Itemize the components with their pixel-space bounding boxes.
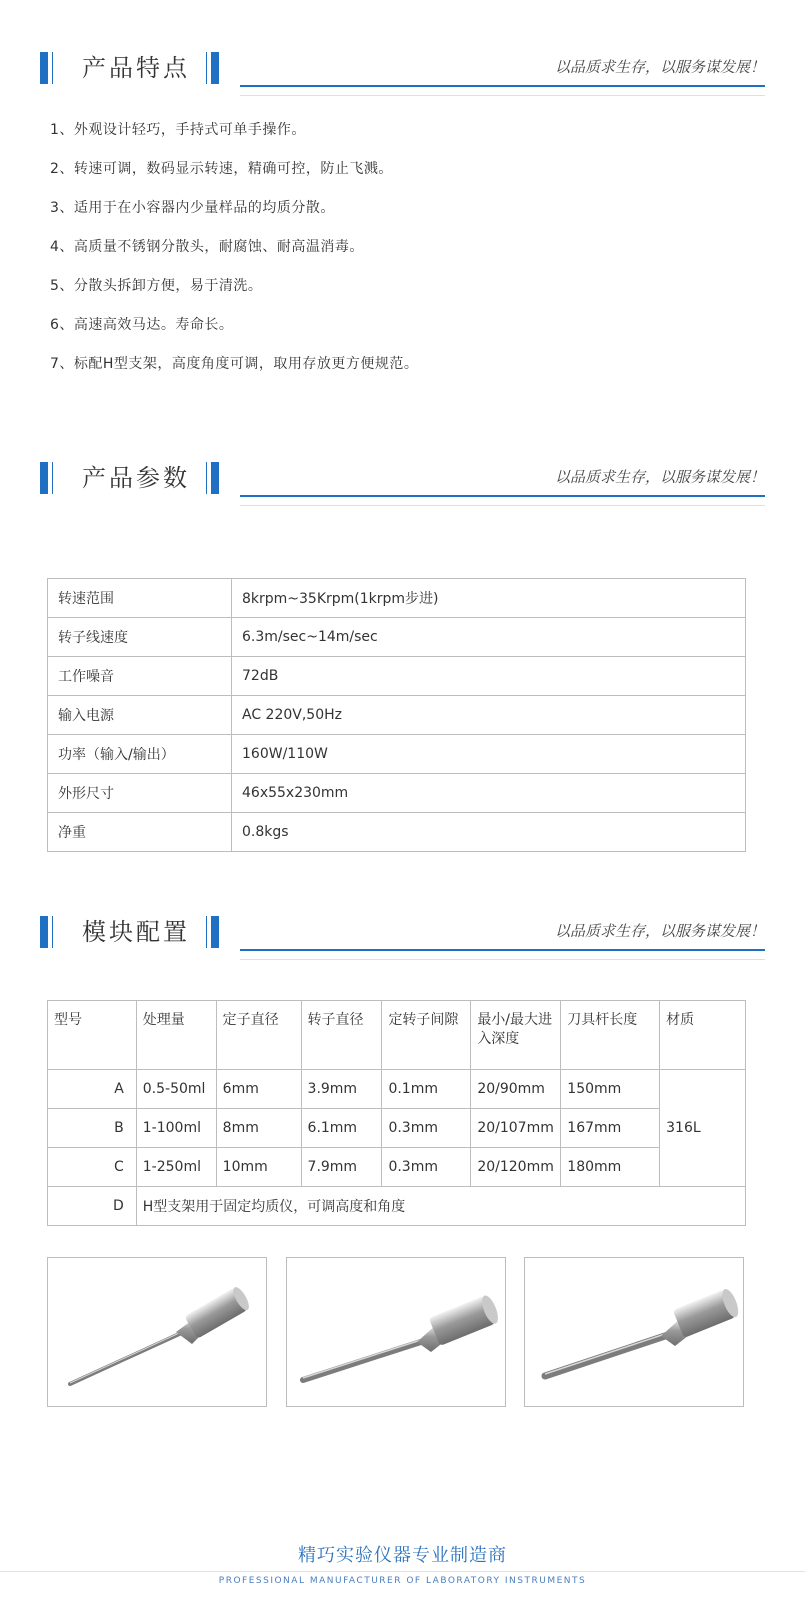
feature-item: 6、高速高效马达。寿命长。 (50, 317, 234, 333)
section-title: 产品参数 (82, 464, 190, 492)
header-accent-bar (40, 916, 48, 948)
table-cell: 1-100ml (136, 1109, 216, 1148)
param-value: 46x55x230mm (232, 774, 746, 813)
table-header-row (48, 1001, 746, 1070)
table-cell: 0.1mm (382, 1070, 471, 1109)
header-rule-light (240, 95, 765, 96)
table-row (48, 774, 746, 813)
table-cell: 6.1mm (301, 1109, 382, 1148)
table-cell: 150mm (561, 1070, 660, 1109)
feature-item: 1、外观设计轻巧，手持式可单手操作。 (50, 122, 306, 138)
param-value: 6.3m/sec~14m/sec (232, 618, 746, 657)
probe-photo (47, 1257, 267, 1407)
model-cell: B (48, 1109, 137, 1148)
header-accent-line (206, 916, 207, 948)
section-header-features (40, 46, 765, 102)
table-row (48, 579, 746, 618)
header-accent-line (52, 462, 53, 494)
section-header-params (40, 456, 765, 512)
slogan: 以品质求生存，以服务谋发展！ (554, 468, 765, 486)
header-accent-line (52, 916, 53, 948)
feature-item: 2、转速可调，数码显示转速，精确可控，防止飞溅。 (50, 161, 393, 177)
model-cell: C (48, 1148, 137, 1187)
header-accent-bar (211, 916, 219, 948)
table-row (48, 1187, 746, 1226)
footer-tagline: 精巧实验仪器专业制造商 (298, 1545, 507, 1566)
table-row (48, 696, 746, 735)
probe-image (287, 1258, 505, 1406)
table-cell: 20/120mm (471, 1148, 561, 1187)
table-cell: 20/90mm (471, 1070, 561, 1109)
table-cell: 180mm (561, 1148, 660, 1187)
table-cell: 7.9mm (301, 1148, 382, 1187)
param-key: 输入电源 (48, 696, 232, 735)
table-cell: 0.3mm (382, 1109, 471, 1148)
table-row (48, 1109, 746, 1148)
probe-image (48, 1258, 266, 1406)
header-accent-line (206, 52, 207, 84)
feature-item: 7、标配H型支架，高度角度可调，取用存放更方便规范。 (50, 356, 419, 372)
param-key: 转速范围 (48, 579, 232, 618)
feature-item: 3、适用于在小容器内少量样品的均质分散。 (50, 200, 335, 216)
feature-item: 5、分散头拆卸方便，易于清洗。 (50, 278, 263, 294)
model-cell: A (48, 1070, 137, 1109)
col-header: 刀具杆长度 (561, 1001, 660, 1070)
section-title: 产品特点 (82, 54, 190, 82)
col-header: 转子直径 (301, 1001, 382, 1070)
table-cell: 0.5-50ml (136, 1070, 216, 1109)
col-header: 定子直径 (216, 1001, 301, 1070)
slogan: 以品质求生存，以服务谋发展！ (554, 922, 765, 940)
table-row (48, 657, 746, 696)
table-cell: 20/107mm (471, 1109, 561, 1148)
material-cell: 316L (660, 1070, 746, 1187)
param-key: 转子线速度 (48, 618, 232, 657)
table-cell: 167mm (561, 1109, 660, 1148)
header-rule-light (240, 959, 765, 960)
table-cell: 3.9mm (301, 1070, 382, 1109)
col-header: 最小/最大进入深度 (471, 1001, 561, 1070)
col-header: 材质 (660, 1001, 746, 1070)
table-cell: 1-250ml (136, 1148, 216, 1187)
header-accent-line (52, 52, 53, 84)
header-accent-bar (40, 52, 48, 84)
table-cell: 6mm (216, 1070, 301, 1109)
header-accent-bar (211, 52, 219, 84)
param-value: 72dB (232, 657, 746, 696)
header-rule (240, 949, 765, 951)
header-rule (240, 495, 765, 497)
table-row (48, 618, 746, 657)
col-header: 定转子间隙 (382, 1001, 471, 1070)
modules-table (47, 1000, 746, 1226)
param-key: 工作噪音 (48, 657, 232, 696)
section-title: 模块配置 (82, 918, 190, 946)
table-row (48, 735, 746, 774)
param-key: 外形尺寸 (48, 774, 232, 813)
header-accent-line (206, 462, 207, 494)
param-value: AC 220V,50Hz (232, 696, 746, 735)
table-row (48, 1148, 746, 1187)
params-table (47, 578, 746, 852)
probe-photo (524, 1257, 744, 1407)
probe-image (525, 1258, 743, 1406)
slogan: 以品质求生存，以服务谋发展！ (554, 58, 765, 76)
header-rule (240, 85, 765, 87)
header-accent-bar (40, 462, 48, 494)
footer-divider (0, 1571, 805, 1572)
footer-tagline-en: PROFESSIONAL MANUFACTURER OF LABORATORY INSTRUMENTS (218, 1576, 587, 1586)
col-header: 型号 (48, 1001, 137, 1070)
table-cell: 8mm (216, 1109, 301, 1148)
header-rule-light (240, 505, 765, 506)
param-value: 0.8kgs (232, 813, 746, 852)
table-cell: 10mm (216, 1148, 301, 1187)
section-header-modules (40, 910, 765, 966)
model-cell: D (48, 1187, 137, 1226)
param-key: 净重 (48, 813, 232, 852)
table-row (48, 1070, 746, 1109)
feature-list (50, 118, 418, 391)
param-value: 8krpm~35Krpm(1krpm步进) (232, 579, 746, 618)
probe-photo (286, 1257, 506, 1407)
param-key: 功率（输入/输出） (48, 735, 232, 774)
param-value: 160W/110W (232, 735, 746, 774)
table-row (48, 813, 746, 852)
header-accent-bar (211, 462, 219, 494)
feature-item: 4、高质量不锈钢分散头，耐腐蚀、耐高温消毒。 (50, 239, 364, 255)
table-cell: 0.3mm (382, 1148, 471, 1187)
table-cell: H型支架用于固定均质仪，可调高度和角度 (136, 1187, 745, 1226)
col-header: 处理量 (136, 1001, 216, 1070)
